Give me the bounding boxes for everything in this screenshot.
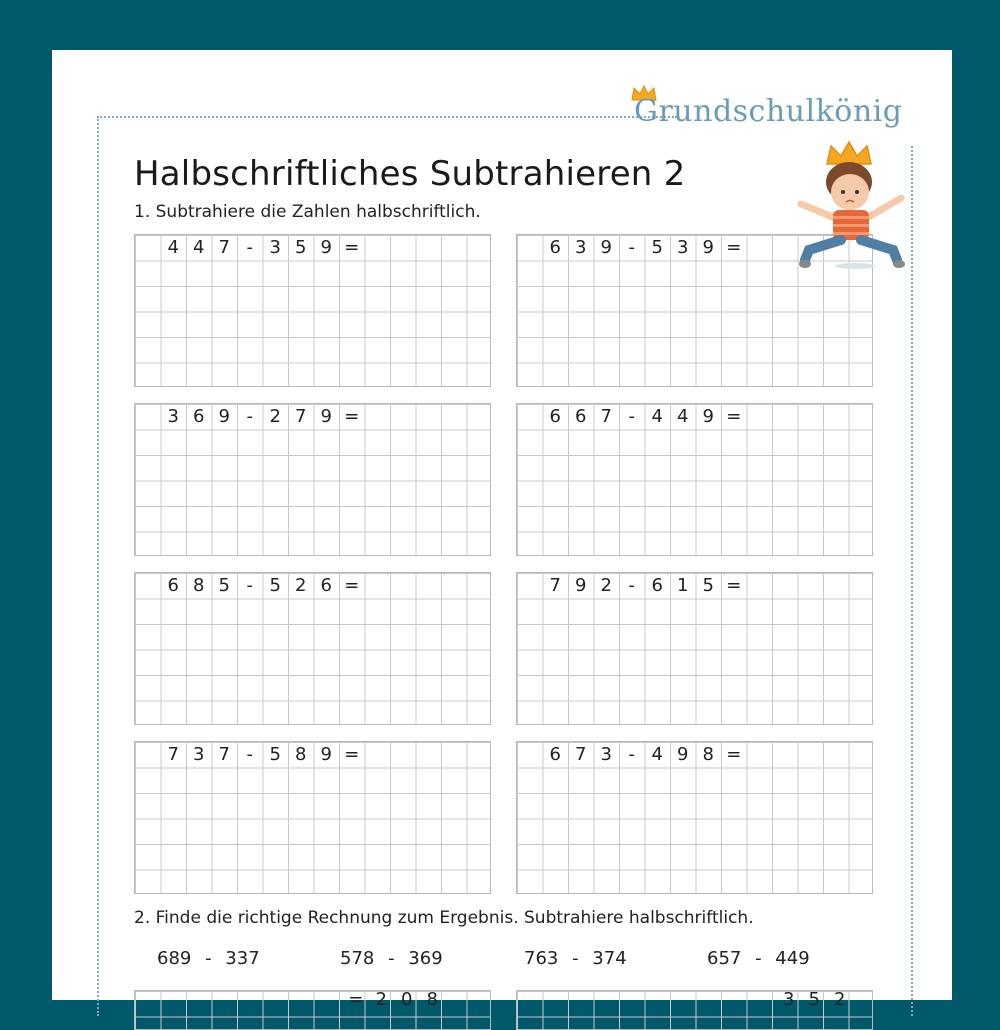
digit: 3 bbox=[269, 237, 281, 258]
worksheet-page bbox=[52, 50, 952, 1010]
digit: 4 bbox=[651, 406, 663, 427]
equation-choice: 578 - 369 bbox=[340, 948, 443, 969]
digit: 6 bbox=[575, 406, 587, 427]
dotted-border-top bbox=[97, 116, 677, 118]
page-title: Halbschriftliches Subtrahieren 2 bbox=[134, 154, 686, 194]
calc-grid bbox=[134, 403, 491, 556]
equals-sign: = bbox=[344, 237, 360, 258]
equals-sign: = bbox=[344, 575, 360, 596]
minus-sign: - bbox=[628, 744, 635, 765]
digit: 7 bbox=[600, 406, 612, 427]
digit: 3 bbox=[193, 744, 205, 765]
digit: 6 bbox=[320, 575, 332, 596]
dotted-border-left bbox=[97, 116, 99, 1016]
task1-instruction: 1. Subtrahiere die Zahlen halbschriftlich. bbox=[134, 202, 481, 222]
digit: 0 bbox=[401, 989, 413, 1010]
digit: 6 bbox=[651, 575, 663, 596]
result-grid bbox=[516, 990, 873, 1030]
calc-grid bbox=[134, 234, 491, 387]
calc-grid bbox=[516, 741, 873, 894]
digit: 2 bbox=[269, 406, 281, 427]
result-row bbox=[776, 991, 853, 1011]
digit: 6 bbox=[167, 575, 179, 596]
digit: 8 bbox=[295, 744, 307, 765]
minus-sign: - bbox=[246, 406, 253, 427]
digit: 6 bbox=[193, 406, 205, 427]
digit: 1 bbox=[677, 575, 689, 596]
digit: 2 bbox=[834, 989, 846, 1010]
digit: 9 bbox=[320, 406, 332, 427]
digit: 8 bbox=[426, 989, 438, 1010]
digit: 8 bbox=[193, 575, 205, 596]
digit: 2 bbox=[600, 575, 612, 596]
dotted-border-right bbox=[911, 146, 913, 1016]
digit: 3 bbox=[600, 744, 612, 765]
problem-row bbox=[161, 235, 365, 261]
digit: 9 bbox=[575, 575, 587, 596]
equals-sign: = bbox=[726, 744, 742, 765]
digit: 3 bbox=[783, 989, 795, 1010]
digit: 8 bbox=[702, 744, 714, 765]
digit: 4 bbox=[677, 406, 689, 427]
equation-choice: 763 - 374 bbox=[524, 948, 627, 969]
digit: 4 bbox=[651, 744, 663, 765]
problem-row bbox=[543, 742, 747, 768]
calc-grid bbox=[516, 572, 873, 725]
minus-sign: - bbox=[246, 237, 253, 258]
result-row bbox=[343, 991, 445, 1011]
digit: 9 bbox=[702, 406, 714, 427]
minus-sign: - bbox=[246, 744, 253, 765]
digit: 7 bbox=[295, 406, 307, 427]
digit: 9 bbox=[320, 237, 332, 258]
calc-grid bbox=[134, 572, 491, 725]
digit: 2 bbox=[375, 989, 387, 1010]
digit: 7 bbox=[218, 237, 230, 258]
equals-sign: = bbox=[726, 406, 742, 427]
problem-row bbox=[161, 404, 365, 430]
digit: 9 bbox=[218, 406, 230, 427]
digit: 5 bbox=[269, 744, 281, 765]
digit: 5 bbox=[218, 575, 230, 596]
minus-sign: - bbox=[628, 575, 635, 596]
digit: 4 bbox=[167, 237, 179, 258]
equals-sign: = bbox=[344, 744, 360, 765]
digit: 9 bbox=[320, 744, 332, 765]
digit: 3 bbox=[677, 237, 689, 258]
digit: 7 bbox=[218, 744, 230, 765]
digit: 5 bbox=[808, 989, 820, 1010]
problem-row bbox=[543, 573, 747, 599]
digit: 5 bbox=[702, 575, 714, 596]
equation-choice: 689 - 337 bbox=[157, 948, 260, 969]
equation-choices bbox=[157, 948, 877, 974]
problem-row bbox=[543, 235, 747, 261]
digit: 5 bbox=[651, 237, 663, 258]
minus-sign: - bbox=[628, 406, 635, 427]
problem-row bbox=[161, 573, 365, 599]
equation-choice: 657 - 449 bbox=[707, 948, 810, 969]
digit: 4 bbox=[193, 237, 205, 258]
result-grid bbox=[134, 990, 491, 1030]
equals-sign: = bbox=[726, 237, 742, 258]
equals-sign: = bbox=[344, 406, 360, 427]
problem-row bbox=[161, 742, 365, 768]
digit: 9 bbox=[677, 744, 689, 765]
digit: 9 bbox=[702, 237, 714, 258]
digit: 6 bbox=[549, 744, 561, 765]
equals-sign: = bbox=[348, 989, 364, 1010]
digit: 5 bbox=[269, 575, 281, 596]
problem-row bbox=[543, 404, 747, 430]
digit: 7 bbox=[575, 744, 587, 765]
digit: 2 bbox=[295, 575, 307, 596]
digit: 5 bbox=[295, 237, 307, 258]
brand-logo: Grundschulkönig bbox=[634, 94, 903, 129]
minus-sign: - bbox=[628, 237, 635, 258]
digit: 7 bbox=[549, 575, 561, 596]
digit: 7 bbox=[167, 744, 179, 765]
digit: 6 bbox=[549, 237, 561, 258]
calc-grid bbox=[516, 403, 873, 556]
digit: 3 bbox=[575, 237, 587, 258]
digit: 3 bbox=[167, 406, 179, 427]
calc-grid bbox=[134, 741, 491, 894]
equals-sign: = bbox=[726, 575, 742, 596]
minus-sign: - bbox=[246, 575, 253, 596]
task2-instruction: 2. Finde die richtige Rechnung zum Ergebnis. Subtrahiere halbschriftlich. bbox=[134, 908, 754, 928]
digit: 6 bbox=[549, 406, 561, 427]
digit: 9 bbox=[600, 237, 612, 258]
mascot-boy-illustration bbox=[797, 142, 907, 272]
